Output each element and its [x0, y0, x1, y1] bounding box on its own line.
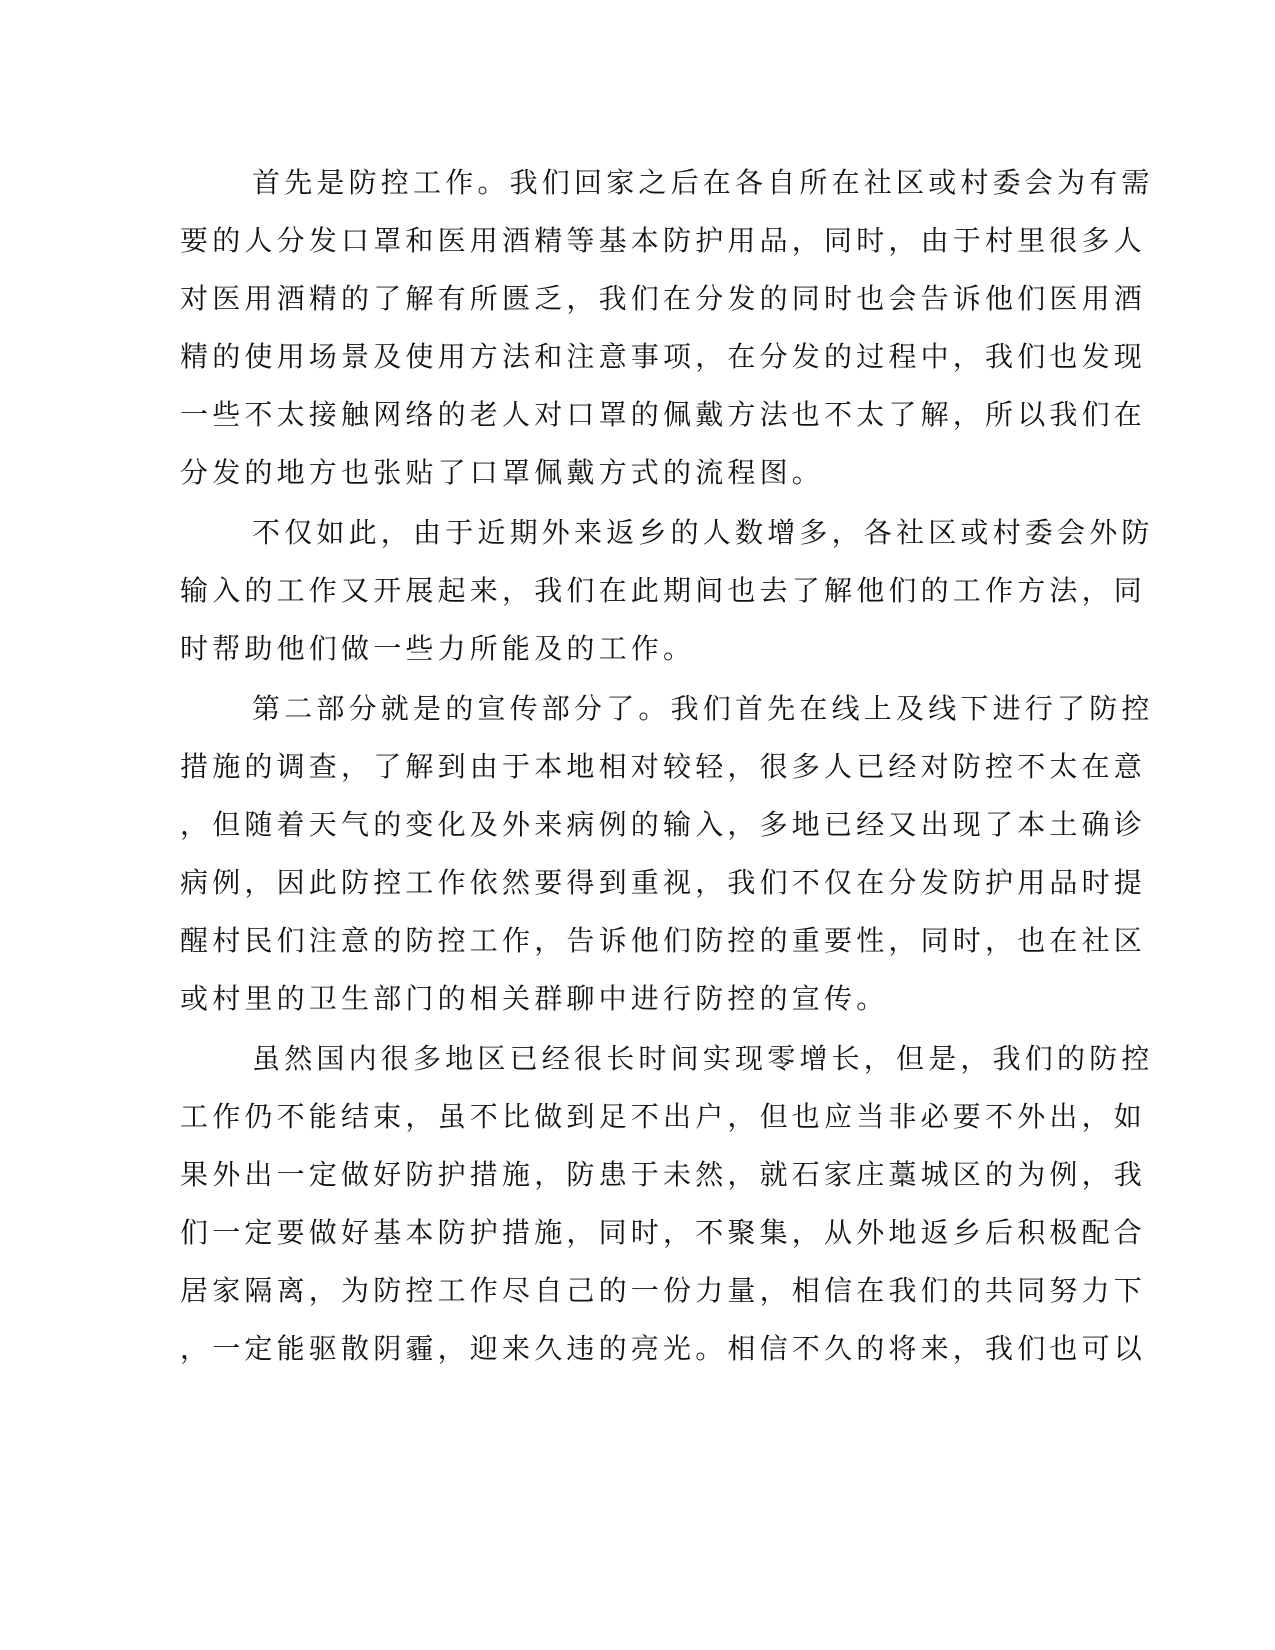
text-line: 醒村民们注意的防控工作，告诉他们防控的重要性，同时，也在社区 [180, 924, 1147, 957]
text-line: 时帮助他们做一些力所能及的工作。 [180, 632, 696, 665]
text-line: 们一定要做好基本防护措施，同时，不聚集，从外地返乡后积极配合 [180, 1216, 1147, 1249]
text-line: 首先是防控工作。我们回家之后在各自所在社区或村委会为有需 [252, 166, 1154, 199]
text-line: 一些不太接触网络的老人对口罩的佩戴方法也不太了解，所以我们在 [180, 398, 1147, 431]
text-line: 输入的工作又开展起来，我们在此期间也去了解他们的工作方法，同 [180, 574, 1147, 607]
text-line: 或村里的卫生部门的相关群聊中进行防控的宣传。 [180, 982, 889, 1015]
text-line: 要的人分发口罩和医用酒精等基本防护用品，同时，由于村里很多人 [180, 224, 1147, 257]
text-line: 工作仍不能结束，虽不比做到足不出户，但也应当非必要不外出，如 [180, 1100, 1147, 1133]
text-line: 对医用酒精的了解有所匮乏，我们在分发的同时也会告诉他们医用酒 [180, 282, 1147, 315]
text-line: 虽然国内很多地区已经很长时间实现零增长，但是，我们的防控 [252, 1042, 1154, 1075]
text-line: 居家隔离，为防控工作尽自己的一份力量，相信在我们的共同努力下 [180, 1274, 1147, 1307]
text-line: ，但随着天气的变化及外来病例的输入，多地已经又出现了本土确诊 [180, 808, 1147, 841]
text-line: 措施的调查，了解到由于本地相对较轻，很多人已经对防控不太在意 [180, 750, 1147, 783]
text-line: 第二部分就是的宣传部分了。我们首先在线上及线下进行了防控 [252, 692, 1154, 725]
text-line: 精的使用场景及使用方法和注意事项，在分发的过程中，我们也发现 [180, 340, 1147, 373]
text-line: 分发的地方也张贴了口罩佩戴方式的流程图。 [180, 456, 825, 489]
text-line: ，一定能驱散阴霾，迎来久违的亮光。相信不久的将来，我们也可以 [180, 1332, 1147, 1365]
text-line: 不仅如此，由于近期外来返乡的人数增多，各社区或村委会外防 [252, 516, 1154, 549]
text-line: 果外出一定做好防护措施，防患于未然，就石家庄藁城区的为例，我 [180, 1158, 1147, 1191]
text-line: 病例，因此防控工作依然要得到重视，我们不仅在分发防护用品时提 [180, 866, 1147, 899]
